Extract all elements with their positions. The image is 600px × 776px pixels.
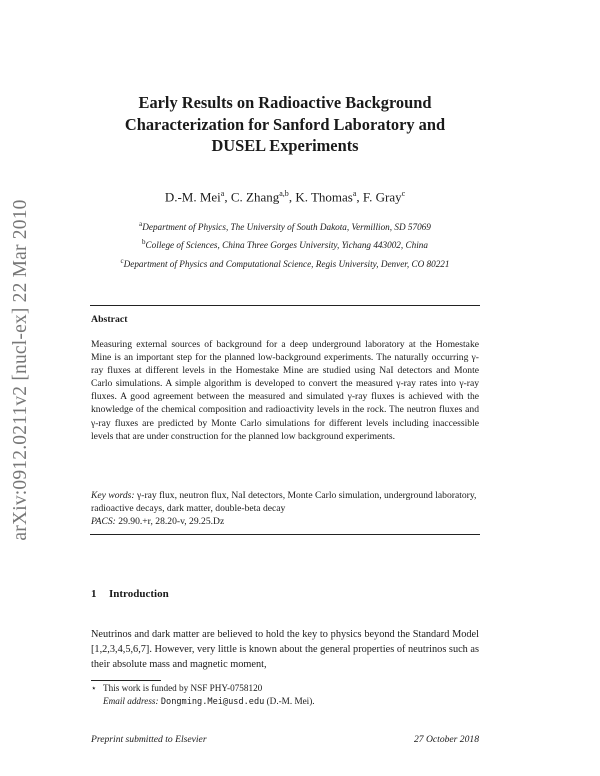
affiliation-text: Department of Physics, The University of South Dakota, Vermillion, SD 57069: [142, 222, 431, 233]
affiliation-list: [90, 217, 480, 272]
pacs-line: [91, 515, 479, 528]
author-affil-mark: c: [401, 189, 406, 198]
abstract-bottom-rule: [90, 534, 480, 535]
keywords-text: γ-ray flux, neutron flux, NaI detectors, Monte Carlo simulation, underground laboratory, radioactive decays, dark matter, double-beta decay: [91, 490, 477, 515]
abstract-heading: Abstract: [91, 314, 128, 325]
footnote: [91, 682, 479, 710]
email-label: Email address:: [103, 696, 159, 707]
author-affil-mark: a: [220, 189, 225, 198]
affiliation-item: [90, 235, 480, 253]
pacs-label: PACS:: [91, 516, 116, 528]
title-line-3: DUSEL Experiments: [211, 136, 359, 155]
title-line-2: Characterization for Sanford Laboratory and: [124, 114, 446, 134]
keywords-block: [91, 489, 479, 529]
arxiv-stamp-text: arXiv:0912.0211v2 [nucl-ex] 22 Mar 2010: [10, 199, 31, 541]
abstract-body: Measuring external sources of background for a deep underground laboratory at the Homestake Mine is an important step for the planned low-background experiments. The naturally occurring γ-ray fluxes at different levels in the Homestake Mine are studied using NaI detectors and Monte Carlo simulations. A simple algorithm is developed to convert the measured γ-ray rates into γ-ray fluxes. A good agreement between the measured and simulated γ-ray fluxes is achieved with the knowledge of the chemical composition and radioactivity levels in the rock. The neutron fluxes and γ-ray fluxes are predicted by Monte Carlo simulations for different levels including inaccessible levels that are under construction for the planned low background experiments.: [91, 339, 479, 442]
funding-text: This work is funded by NSF PHY-0758120: [103, 683, 263, 693]
author-affil-mark: a,b: [279, 189, 289, 198]
abstract-top-rule: [90, 305, 480, 306]
author-separator: ,: [356, 189, 363, 205]
email-suffix: (D.-M. Mei).: [266, 696, 315, 707]
footnote-mark: ⋆: [91, 683, 97, 693]
intro-paragraph: Neutrinos and dark matter are believed to hold the key to physics beyond the Standard Model [1,2,3,4,5,6,7]. However, very little is known about the general properties of neutrinos such as their absolute mass and magnetic moment,: [91, 629, 479, 671]
author-affil-mark: a: [352, 189, 357, 198]
affiliation-mark: b: [142, 238, 146, 247]
author-name: K. Thomas: [295, 189, 353, 205]
author-separator: ,: [224, 189, 231, 205]
section-title: Introduction: [109, 588, 169, 600]
keywords-label: Key words:: [91, 490, 135, 501]
arxiv-stamp: [8, 184, 34, 556]
footnote-rule: [91, 680, 161, 681]
author-name: C. Zhang: [230, 189, 280, 205]
section-heading: [91, 588, 169, 600]
author-list: [90, 189, 480, 205]
title-line-1: Early Results on Radioactive Background: [138, 93, 432, 112]
author-separator: ,: [288, 189, 296, 205]
paper-title: [90, 92, 480, 157]
author-name: F. Gray: [362, 189, 402, 205]
author-name: D.-M. Mei: [164, 189, 221, 205]
affiliation-item: [90, 217, 480, 235]
affiliation-text: College of Sciences, China Three Gorges University, Yichang 443002, China: [145, 240, 428, 251]
funding-line: [91, 682, 479, 695]
affiliation-item: [90, 254, 480, 272]
affiliation-mark: c: [120, 256, 124, 265]
affiliation-text: Department of Physics and Computational Science, Regis University, Denver, CO 80221: [123, 258, 450, 269]
email-line: [91, 695, 479, 709]
preprint-notice: Preprint submitted to Elsevier: [91, 734, 207, 745]
keywords-line: [91, 489, 479, 515]
pacs-text: 29.90.+r, 28.20-v, 29.25.Dz: [118, 516, 225, 528]
affiliation-mark: a: [139, 220, 143, 228]
email-link[interactable]: Dongming.Mei@usd.edu: [160, 697, 265, 708]
section-number: 1: [91, 588, 97, 600]
preprint-date: 27 October 2018: [413, 734, 479, 745]
